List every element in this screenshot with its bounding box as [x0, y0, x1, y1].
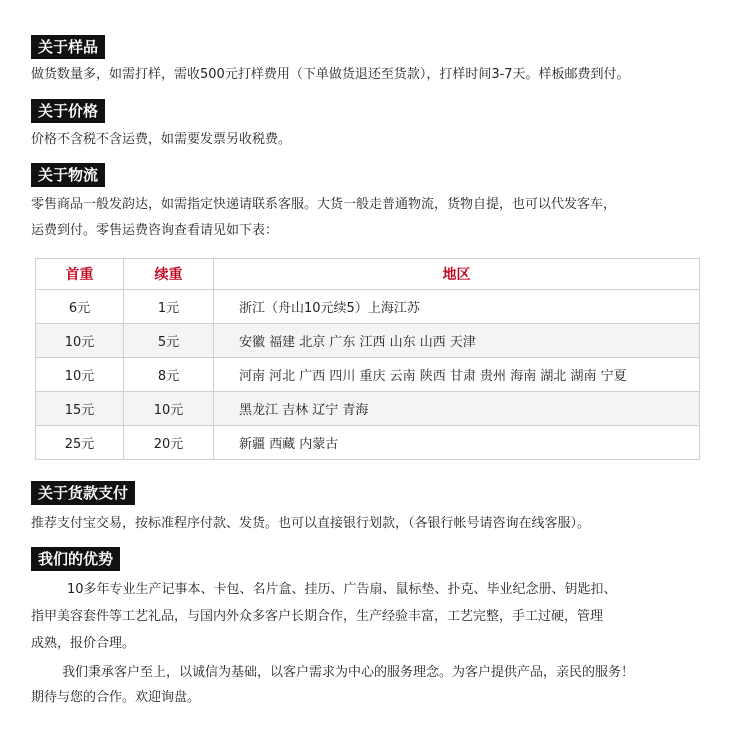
samples-text: 做货数量多，如需打样，需收500元打样费用（下单做货退还至货款），打样时间3-7天。样板邮费到付。 — [31, 67, 630, 82]
region-cell: 新疆 西藏 内蒙古 — [214, 426, 700, 460]
logistics-text-line1: 零售商品一般发韵达，如需指定快递请联系客服。大货一般走普通物流，货物自提，也可以代发客车， — [31, 197, 617, 212]
table-row — [36, 324, 700, 358]
table-row — [36, 358, 700, 392]
advantages-line2: 指甲美容套件等工艺礼品，与国内外众多客户长期合作，生产经验丰富，工艺完整，手工过硬，管理 — [31, 609, 604, 624]
first-weight-cell: 25元 — [36, 426, 124, 460]
extra-weight-cell: 1元 — [124, 290, 214, 324]
table-header-row — [36, 259, 700, 290]
table-row — [36, 392, 700, 426]
region-cell: 黑龙江 吉林 辽宁 青海 — [214, 392, 700, 426]
header-region: 地区 — [214, 259, 700, 290]
section-title-logistics: 关于物流 — [31, 163, 105, 187]
region-cell: 浙江（舟山10元续5）上海江苏 — [214, 290, 700, 324]
extra-weight-cell: 5元 — [124, 324, 214, 358]
header-first-weight: 首重 — [36, 259, 124, 290]
first-weight-cell: 10元 — [36, 358, 124, 392]
payment-text: 推荐支付宝交易，按标准程序付款、发货。也可以直接银行划款，（各银行帐号请咨询在线客服）。 — [31, 516, 591, 531]
extra-weight-cell: 10元 — [124, 392, 214, 426]
first-weight-cell: 10元 — [36, 324, 124, 358]
price-text: 价格不含税不含运费，如需要发票另收税费。 — [31, 132, 292, 147]
logistics-text-line2: 运费到付。零售运费咨询查看请见如下表： — [31, 223, 279, 238]
advantages-line3: 成熟，报价合理。 — [31, 636, 136, 651]
section-title-price: 关于价格 — [31, 99, 105, 123]
table-row — [36, 290, 700, 324]
section-title-samples: 关于样品 — [31, 35, 105, 59]
table-row — [36, 426, 700, 460]
first-weight-cell: 15元 — [36, 392, 124, 426]
advantages-line5: 期待与您的合作。欢迎询盘。 — [31, 690, 201, 705]
extra-weight-cell: 20元 — [124, 426, 214, 460]
region-cell: 河南 河北 广西 四川 重庆 云南 陕西 甘肃 贵州 海南 湖北 湖南 宁夏 — [214, 358, 700, 392]
extra-weight-cell: 8元 — [124, 358, 214, 392]
section-title-payment: 关于货款支付 — [31, 481, 135, 505]
advantages-line4: 我们秉承客户至上，以诚信为基础，以客户需求为中心的服务理念。为客户提供产品，亲民的服务！ — [62, 665, 635, 680]
region-cell: 安徽 福建 北京 广东 江西 山东 山西 天津 — [214, 324, 700, 358]
shipping-table — [35, 258, 700, 460]
header-extra-weight: 续重 — [124, 259, 214, 290]
section-title-advantages: 我们的优势 — [31, 547, 120, 571]
advantages-line1: 10多年专业生产记事本、卡包、名片盒、挂历、广告扇、鼠标垫、扑克、毕业纪念册、钥匙扣、 — [67, 582, 617, 597]
first-weight-cell: 6元 — [36, 290, 124, 324]
